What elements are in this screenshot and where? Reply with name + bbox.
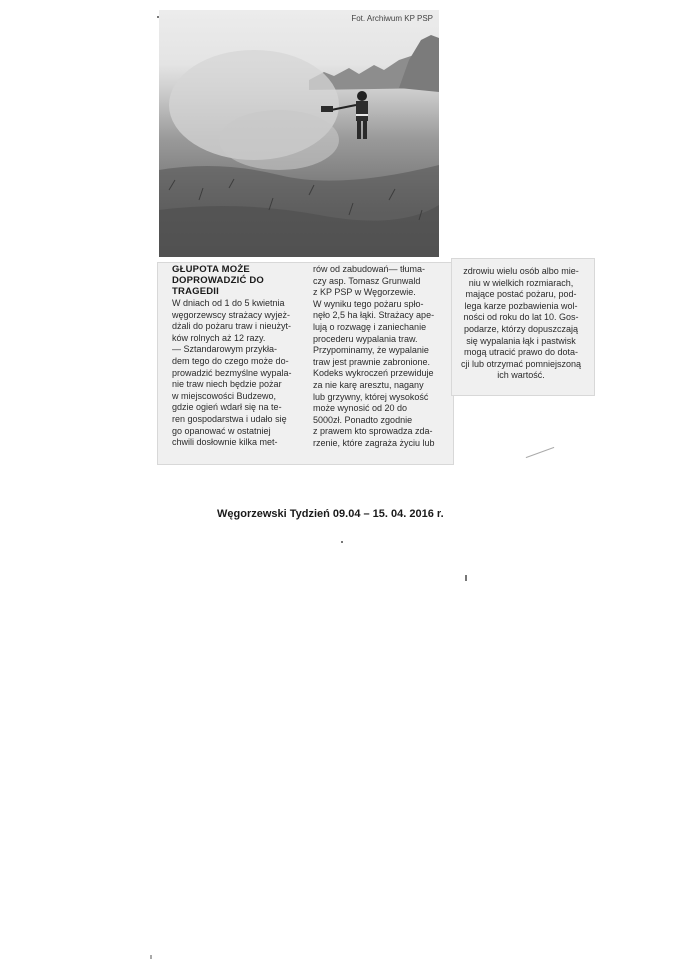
text-line: ności od roku do lat 10. Gos- — [463, 312, 579, 323]
text-line: dem tego do czego może do- — [172, 355, 289, 366]
text-line: czy asp. Tomasz Grunwald — [313, 275, 421, 286]
text-line: ków rolnych aż 12 razy. — [172, 332, 266, 343]
text-line: W dniach od 1 do 5 kwietnia — [172, 298, 285, 308]
grass-fire-photo — [159, 10, 439, 257]
text-line: z KP PSP w Węgorzewie. — [313, 287, 416, 298]
scan-speck — [526, 447, 555, 458]
text-line: nęło 2,5 ha łąki. Strażacy ape- — [313, 310, 435, 321]
text-line: rzenie, które zagraża życiu lub — [313, 437, 435, 448]
text-line: z prawem kto sprowadza zda- — [313, 426, 433, 437]
text-line: się wypalania łąk i pastwisk — [466, 335, 576, 346]
text-line: mające postać pożaru, pod- — [465, 289, 577, 300]
headline-line: TRAGEDII — [172, 286, 219, 297]
text-line: dżali do pożaru traw i nieużyt- — [172, 321, 292, 332]
headline-line: DOPROWADZIĆ DO — [172, 275, 264, 286]
text-line: Przypominamy, że wypalanie — [313, 345, 429, 356]
text-line: 5000zł. Ponadto zgodnie — [313, 414, 413, 425]
text-line: lub grzywny, której wysokość — [313, 391, 429, 402]
text-line: cji lub otrzymać pomniejszoną — [460, 358, 582, 369]
text-line: węgorzewscy strażacy wyjeż- — [172, 309, 291, 320]
text-line: W wyniku tego pożaru spło- — [313, 298, 424, 309]
text-line: lega karze pozbawienia wol- — [464, 300, 578, 311]
text-line: go opanować w ostatniej — [172, 425, 271, 436]
text-line: — Sztandarowym przykła- — [172, 344, 278, 355]
text-line: Kodeks wykroczeń przewiduje — [313, 368, 434, 379]
text-line: mogą utracić prawo do dota- — [463, 347, 579, 358]
text-line: za nie karę aresztu, nagany — [313, 379, 424, 390]
scan-speck — [150, 955, 152, 959]
text-line: prowadzić bezmyślne wypala- — [172, 367, 292, 378]
scan-speck — [157, 16, 159, 18]
article-column-2 — [313, 264, 445, 450]
text-line: traw jest prawnie zabronione. — [313, 356, 431, 367]
article-column-3 — [455, 266, 587, 382]
text-line: ich wartość. — [497, 370, 545, 381]
article-photo — [159, 10, 439, 257]
text-line: niu w wielkich rozmiarach, — [468, 277, 574, 288]
text-line: rów od zabudowań— tłuma- — [313, 264, 426, 274]
text-line: ren gospodarstwa i udało się — [172, 413, 287, 424]
text-line: w miejscowości Budzewo, — [172, 390, 277, 401]
text-line: podarze, którzy dopuszczają — [463, 323, 579, 334]
photo-credit: Fot. Archiwum KP PSP — [351, 14, 433, 23]
publication-source: Węgorzewski Tydzień 09.04 – 15. 04. 2016 r. — [217, 508, 444, 520]
text-line: zdrowiu wielu osób albo mie- — [463, 266, 579, 276]
headline-line: GŁUPOTA MOŻE — [172, 264, 250, 275]
scan-speck — [465, 575, 467, 581]
text-line: procederu wypalania traw. — [313, 333, 418, 344]
text-line: chwili dosłownie kilka met- — [172, 437, 278, 448]
scan-speck — [341, 541, 343, 543]
text-line: lują o rozwagę i zaniechanie — [313, 321, 427, 332]
text-line: gdzie ogień wdarł się na te- — [172, 402, 282, 413]
article-column-1 — [172, 298, 300, 449]
article-headline — [172, 264, 296, 297]
text-line: może wynosić od 20 do — [313, 403, 408, 414]
text-line: nie traw niech będzie pożar — [172, 379, 282, 390]
